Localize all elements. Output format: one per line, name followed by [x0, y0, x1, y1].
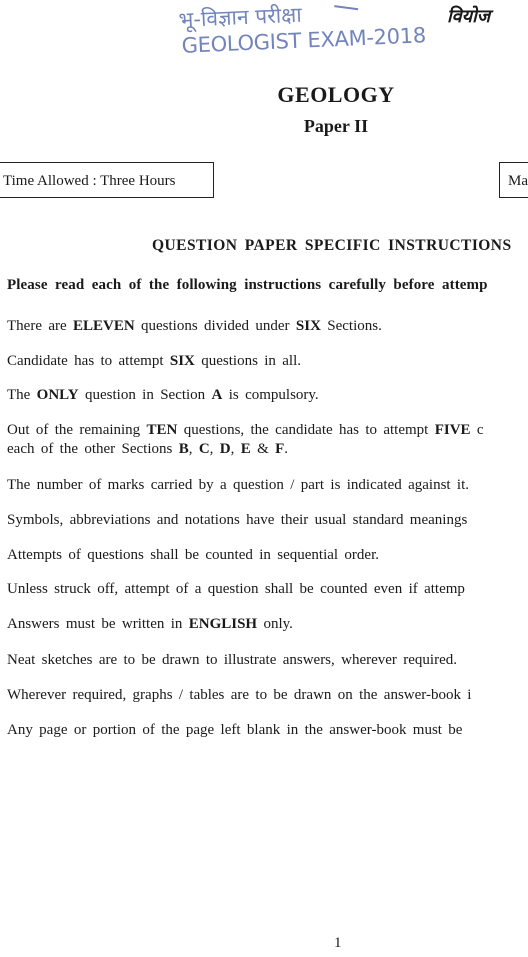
stamp-dash [334, 5, 358, 10]
instruction-text: Unless struck off, attempt of a question shall be counted even if attemp [7, 581, 465, 597]
instruction-line [7, 421, 484, 439]
instruction-text: is compulsory. [222, 387, 319, 403]
instruction-text: The number of marks carried by a question / part is indicated against it. [7, 477, 470, 493]
subject-title: GEOLOGY [277, 82, 395, 107]
instruction-text: each of the other Sections [7, 441, 179, 457]
instruction-text: Out of the remaining [7, 422, 147, 438]
instruction-text: c [470, 422, 484, 438]
instruction-line [7, 317, 382, 335]
instruction-line [7, 511, 467, 529]
instruction-emphasis: FIVE [434, 422, 471, 438]
instruction-emphasis: A [211, 387, 223, 403]
instruction-emphasis: D [219, 441, 231, 457]
instruction-text: Sections. [320, 318, 382, 334]
instruction-emphasis: F [275, 441, 285, 457]
instruction-text: Wherever required, graphs / tables are to be drawn on the answer-book i [7, 687, 472, 703]
page-number: 1 [334, 935, 342, 951]
instruction-line [7, 615, 293, 633]
instruction-text: questions divided under [134, 318, 296, 334]
instruction-line [7, 476, 469, 494]
instruction-text: There are [7, 318, 73, 334]
instruction-text: , [230, 441, 241, 457]
instruction-emphasis: ELEVEN [72, 318, 135, 334]
instruction-line [7, 546, 379, 564]
instruction-text: questions in all. [194, 353, 302, 369]
instruction-line [7, 386, 319, 404]
instruction-line [7, 352, 301, 370]
exam-stamp [178, 0, 427, 68]
instruction-text: question in Section [78, 387, 212, 403]
read-instructions-note: Please read each of the following instructions carefully before attemp [7, 277, 488, 293]
instruction-emphasis: C [198, 441, 210, 457]
instruction-text: only. [257, 616, 293, 632]
instruction-text: Attempts of questions shall be counted in sequential order. [7, 547, 379, 563]
instruction-text: Any page or portion of the page left blank in the answer-book must be [7, 722, 463, 738]
instruction-text: Candidate has to attempt [7, 353, 170, 369]
stamp-hindi-text: भू-विज्ञान परीक्षा [178, 2, 303, 32]
instruction-text: & [250, 441, 276, 457]
instruction-line [7, 721, 462, 739]
time-allowed-box: Time Allowed : Three Hours [0, 162, 214, 198]
stamp-english-text: GEOLOGIST EXAM-2018 [181, 23, 427, 58]
paper-title: Paper II [303, 116, 369, 136]
instruction-text: . [284, 441, 289, 457]
instruction-text: Symbols, abbreviations and notations have their usual standard meanings [7, 512, 468, 528]
instruction-text: The [7, 387, 37, 403]
instruction-line [7, 440, 288, 458]
instruction-emphasis: SIX [169, 353, 195, 369]
instruction-emphasis: E [240, 441, 251, 457]
instruction-text: , [188, 441, 199, 457]
instructions-heading: QUESTION PAPER SPECIFIC INSTRUCTIONS [152, 237, 512, 254]
instruction-line [7, 686, 471, 704]
instruction-emphasis: ONLY [36, 387, 79, 403]
instruction-emphasis: SIX [295, 318, 321, 334]
header-hindi-text: वियोज [447, 6, 491, 27]
instruction-text: questions, the candidate has to attempt [177, 422, 435, 438]
instruction-line [7, 580, 465, 598]
instruction-line [7, 651, 457, 669]
instruction-text: Neat sketches are to be drawn to illustrate answers, wherever required. [7, 652, 457, 668]
instruction-emphasis: B [178, 441, 189, 457]
max-marks-box: Ma [499, 162, 528, 198]
instruction-text: Answers must be written in [7, 616, 189, 632]
instruction-emphasis: TEN [146, 422, 178, 438]
instruction-emphasis: ENGLISH [188, 616, 258, 632]
instruction-text: , [209, 441, 220, 457]
